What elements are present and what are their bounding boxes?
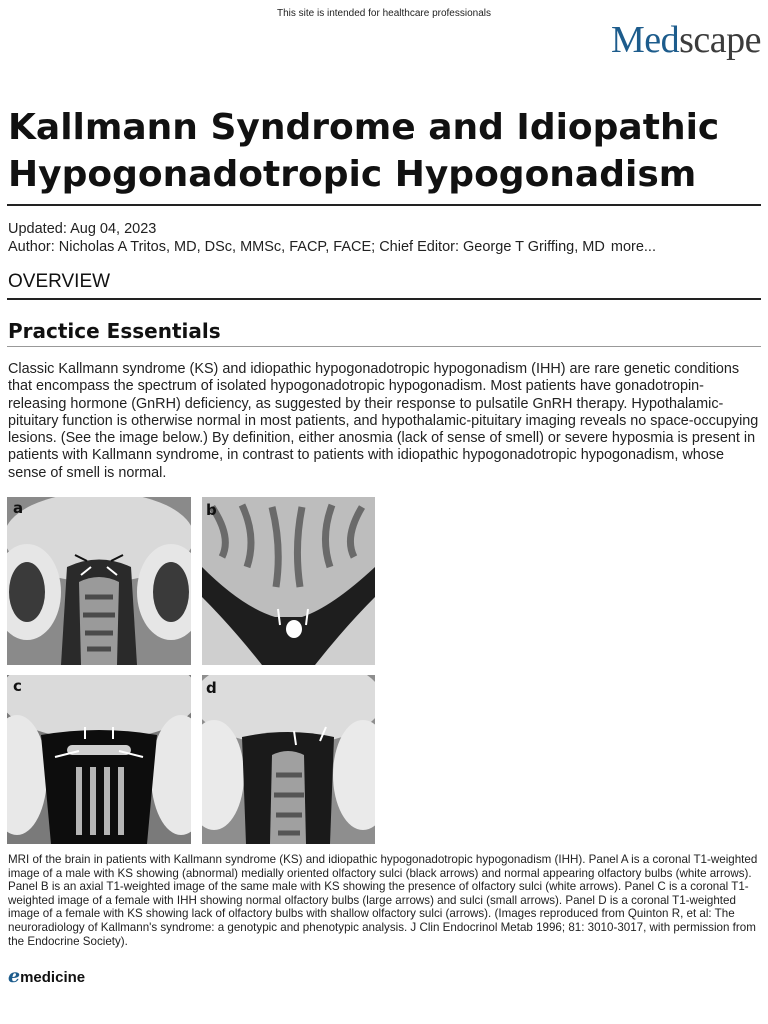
emedicine-logo[interactable] (8, 965, 85, 987)
subsection-heading: Practice Essentials (8, 319, 221, 343)
section-heading-overview: OVERVIEW (8, 271, 111, 292)
emedicine-logo-text: medicine (20, 969, 86, 986)
intro-paragraph: Classic Kallmann syndrome (KS) and idiopathic hypogonadotropic hypogonadism (IHH) are rare genetic conditions that encompass the spectrum of isolated hypogonadotropic hypogonadism. Most patients have gonadotropin-releasing hormone (GnRH) deficiency, as suggested by their response to pulsatile GnRH therapy. Hypothalamic-pituitary function is otherwise normal in most patients, and hypothalamic-pituitary imaging reveals no space-occupying lesions. (See the image below.) By definition, either anosmia (lack of sense of smell) or severe hyposmia is present in patients with Kallmann syndrome, in contrast to patients with idiopathic hypogonadotropic hypogonadism, whose sense of smell is normal. (8, 361, 759, 481)
panel-c-label: c (13, 677, 22, 695)
panel-a-label: a (13, 499, 24, 517)
mri-panel-a (7, 497, 191, 665)
panel-b-label: b (206, 501, 217, 519)
authors: Author: Nicholas A Tritos, MD, DSc, MMSc, FACP, FACE; Chief Editor: George T Griffing, MD (8, 239, 605, 255)
title-divider (7, 204, 761, 206)
healthcare-notice: This site is intended for healthcare professionals (276, 8, 491, 19)
overview-divider (7, 298, 761, 300)
updated-date: Updated: Aug 04, 2023 (8, 221, 157, 237)
figure-caption: MRI of the brain in patients with Kallmann syndrome (KS) and idiopathic hypogonadotropic hypogonadism (IHH). Panel A is a coronal T1-weighted image of a male with KS showing (abnormal) medially oriented olfactory sulci (black arrows) and normal appearing olfactory bulbs (white arrows). Panel B is an axial T1-weighted image of the same male with KS showing the presence of olfactory sulci (white arrows). Panel C is a coronal T1-weighted image of a female with IHH showing normal olfactory bulbs (large arrows) and sulci (small arrows). Panel D is a coronal T1-weighted image of a female with KS showing lack of olfactory bulbs with shallow olfactory sulci (arrows). (Images reproduced from Quinton R, et al: The neuroradiology of Kallmann's syndrome: a genotypic and phenotypic analysis. J Clin Endocrinol Metab 1996; 81: 3010-3017, with permission from the Endocrine Society). (8, 853, 758, 948)
logo-scape: scape (679, 19, 761, 61)
article-title: Kallmann Syndrome and Idiopathic Hypogonadotropic Hypogonadism (8, 107, 720, 195)
mri-panel-c (7, 675, 191, 844)
medscape-logo[interactable] (611, 14, 761, 66)
more-authors-link[interactable]: more... (610, 239, 656, 255)
panel-d-label: d (206, 679, 217, 697)
logo-med: Med (610, 19, 680, 61)
emedicine-logo-e: e (8, 965, 21, 987)
subsection-divider (7, 346, 761, 347)
mri-panel-b (202, 497, 375, 665)
mri-figure[interactable] (7, 497, 375, 844)
article-meta (8, 220, 656, 256)
author-line (8, 238, 656, 256)
mri-panel-d (202, 675, 375, 844)
